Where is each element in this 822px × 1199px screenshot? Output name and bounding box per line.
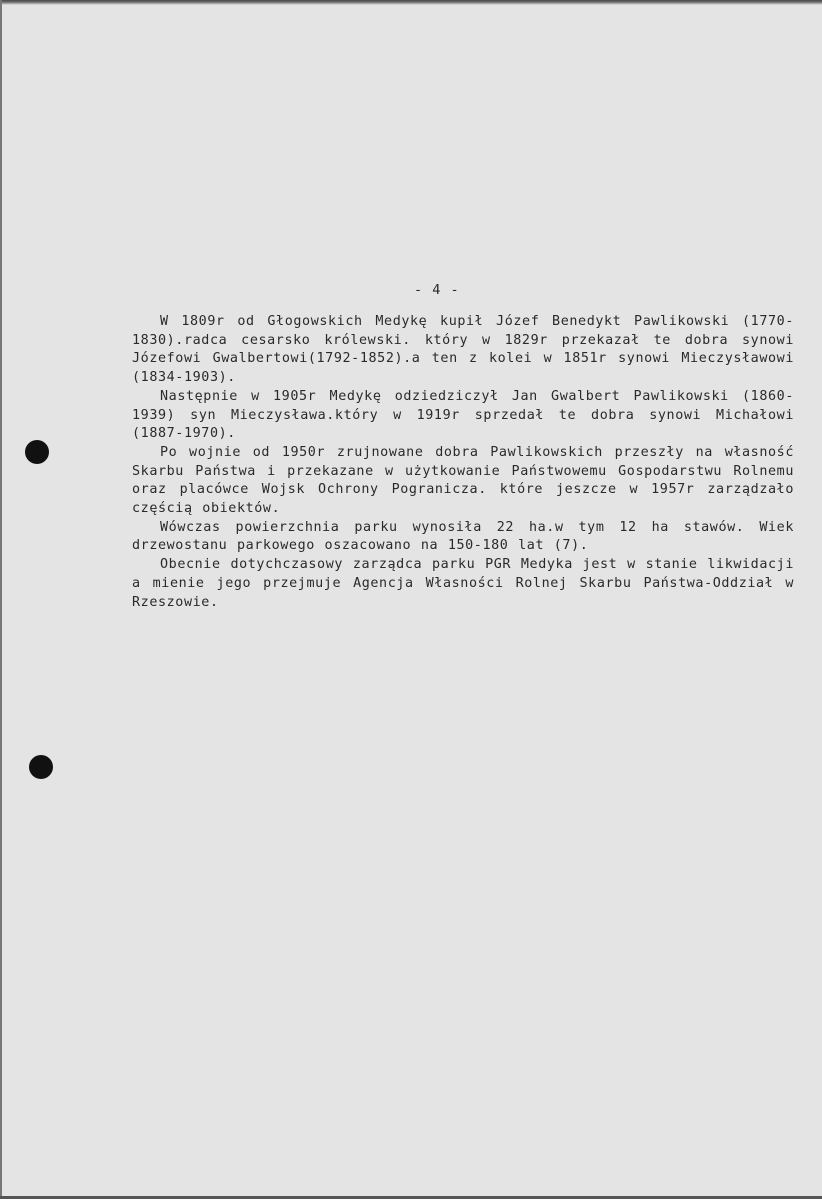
punch-hole-upper <box>25 440 49 464</box>
paragraph: Wówczas powierzchnia parku wynosiła 22 ha.w tym 12 ha stawów. Wiek drzewostanu parkowego oszacowano na 150-180 lat (7). <box>132 519 794 554</box>
body-text <box>132 313 794 612</box>
page-left-edge <box>0 0 2 1199</box>
paragraph: Obecnie dotychczasowy zarządca parku PGR Medyka jest w stanie likwidacji a mienie jego przejmuje Agencja Własności Rolnej Skarbu Państwa-Oddział w Rzeszowie. <box>132 557 794 610</box>
paragraph: Po wojnie od 1950r zrujnowane dobra Pawlikowskich przeszły na własność Skarbu Państwa i przekazane w użytkowanie Państwowemu Gospodarstwu Rolnemu oraz placówce Wojsk Ochrony Pogranicza. które jeszcze w 1957r zarządzało częścią obiektów. <box>132 444 794 517</box>
punch-hole-lower <box>29 755 53 779</box>
page-number: - 4 - <box>414 282 460 298</box>
paragraph: Następnie w 1905r Medykę odziedziczył Jan Gwalbert Pawlikowski (1860-1939) syn Mieczysława.który w 1919r sprzedał te dobra synowi Michałowi (1887-1970). <box>132 388 794 442</box>
page-top-edge <box>0 0 822 5</box>
paragraph: W 1809r od Głogowskich Medykę kupił Józef Benedykt Pawlikowski (1770-1830).radca cesarsko królewski. który w 1829r przekazał te dobra synowi Józefowi Gwalbertowi(1792-1852).a ten z kolei w 1851r synowi Mieczysławowi (1834-1903). <box>132 314 794 386</box>
